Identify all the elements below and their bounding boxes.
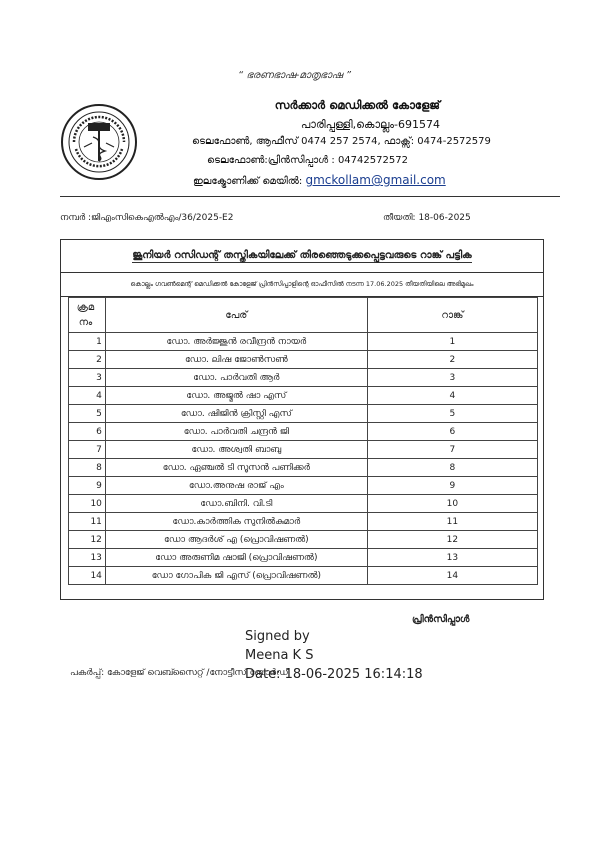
cell-sno: 4 [69,387,106,405]
email-link[interactable]: gmckollam@gmail.com [305,173,446,187]
cell-sno: 2 [69,351,106,369]
email-line [193,173,446,187]
cell-name: ഡോ. ലിഷ ജോൺസൺ [105,351,367,369]
college-seal-icon [60,103,138,181]
signed-by-label: Signed by [245,629,310,644]
header-divider [60,196,560,197]
phone-principal: ടെലഫോൺ:പ്രിൻസിപ്പാൾ : 04742572572 [207,155,408,166]
phone-office: ടെലഫോൺ, ആഫീസ് 0474 257 2574, ഫാക്സ്: 0474-2572579 [192,136,491,147]
cell-rank: 2 [367,351,537,369]
cell-sno: 12 [69,531,106,549]
principal-label: പ്രിൻസിപ്പാൾ [412,614,470,625]
rank-table [68,297,538,585]
cell-name: ഡോ. പാർവതി ആർ [105,369,367,387]
table-row [69,567,538,585]
signer-name: Meena K S [245,648,314,663]
table-header-row [69,298,538,333]
header-sno [69,298,106,333]
table-row [69,513,538,531]
cell-name: ഡോ.കാർത്തിക സുനിൽകുമാർ [105,513,367,531]
cell-name: ഡോ.അനുഷ രാജ് എം [105,477,367,495]
table-row [69,423,538,441]
cell-rank: 4 [367,387,537,405]
cell-rank: 1 [367,333,537,351]
cell-name: ഡോ. അജ്മൽ ഷാ എസ് [105,387,367,405]
cell-rank: 10 [367,495,537,513]
cell-rank: 5 [367,405,537,423]
cell-name: ഡോ. ഏഞ്ചൽ ടി സൂസൻ പണിക്കർ [105,459,367,477]
table-row [69,351,538,369]
reference-number: നമ്പർ :ജിഎംസികെഎൽഎം/36/2025-E2 [60,213,234,223]
cell-name: ഡോ. അർജ്ജുൻ രവീന്ദ്രൻ നായർ [105,333,367,351]
cell-sno: 1 [69,333,106,351]
cell-sno: 11 [69,513,106,531]
table-row [69,369,538,387]
header-sno-line1: ക്രമ [76,302,95,313]
rank-list-title: ജൂനിയർ റസിഡന്റ് തസ്തികയിലേക്ക് തിരഞ്ഞെടുക്കപ്പെട്ടവരുടെ റാങ്ക് പട്ടിക [132,249,472,261]
cell-rank: 13 [367,549,537,567]
header-sno-line2: നം [78,317,93,328]
rank-list-title-box [61,240,543,273]
rank-table-body [69,333,538,585]
cell-sno: 10 [69,495,106,513]
cell-sno: 5 [69,405,106,423]
institution-address: പാരിപ്പള്ളി,കൊല്ലം-691574 [300,118,440,131]
cell-name: ഡോ. ഷിജിൻ ക്രിസ്റ്റി എസ് [105,405,367,423]
cell-name: ഡോ. പാർവതി ചന്ദ്രൻ ജി [105,423,367,441]
cell-name: ഡോ അരുണിമ ഷാജി (പ്രൊവിഷണൽ) [105,549,367,567]
table-row [69,333,538,351]
table-row [69,549,538,567]
cell-rank: 12 [367,531,537,549]
cell-sno: 14 [69,567,106,585]
cell-sno: 9 [69,477,106,495]
table-row [69,531,538,549]
copy-to: പകർപ്പ്: കോളേജ് വെബ്സൈറ്റ് /നോട്ടീസ് ബോർഡ് [70,668,289,678]
signature-date: Date: 18-06-2025 16:14:18 [245,667,423,682]
cell-sno: 8 [69,459,106,477]
motto: “ ഭരണഭാഷ-മാതൃഭാഷ ” [238,70,352,81]
cell-rank: 9 [367,477,537,495]
cell-sno: 3 [69,369,106,387]
cell-sno: 13 [69,549,106,567]
cell-rank: 6 [367,423,537,441]
table-row [69,405,538,423]
interview-note: കൊല്ലം ഗവൺമെന്റ് മെഡിക്കൽ കോളേജ് പ്രിൻസിപ്പാളിന്റെ ഓഫീസിൽ നടന്ന 17.06.2025 തീയതിയിലെ അഭിമുഖം [61,272,543,297]
reference-date: തീയതി: 18-06-2025 [383,213,471,223]
cell-sno: 6 [69,423,106,441]
cell-name: ഡോ. അശ്വതി ബാബു [105,441,367,459]
cell-name: ഡോ ആദർശ് എ (പ്രൊവിഷണൽ) [105,531,367,549]
cell-rank: 8 [367,459,537,477]
header-name: പേര് [105,298,367,333]
header-rank: റാങ്ക് [367,298,537,333]
rank-list-box [60,239,544,600]
cell-rank: 11 [367,513,537,531]
cell-name: ഡോ ഗോപിക ജി എസ് (പ്രൊവിഷണൽ) [105,567,367,585]
cell-sno: 7 [69,441,106,459]
cell-rank: 7 [367,441,537,459]
institution-name: സർക്കാർ മെഡിക്കൽ കോളേജ് [274,98,440,112]
email-label: ഇലക്ട്രോണിക്ക് മെയിൽ: [193,176,303,187]
cell-name: ഡോ.ബിനി. വി.ടി [105,495,367,513]
table-row [69,387,538,405]
cell-rank: 3 [367,369,537,387]
table-row [69,441,538,459]
table-row [69,459,538,477]
cell-rank: 14 [367,567,537,585]
table-row [69,495,538,513]
table-row [69,477,538,495]
